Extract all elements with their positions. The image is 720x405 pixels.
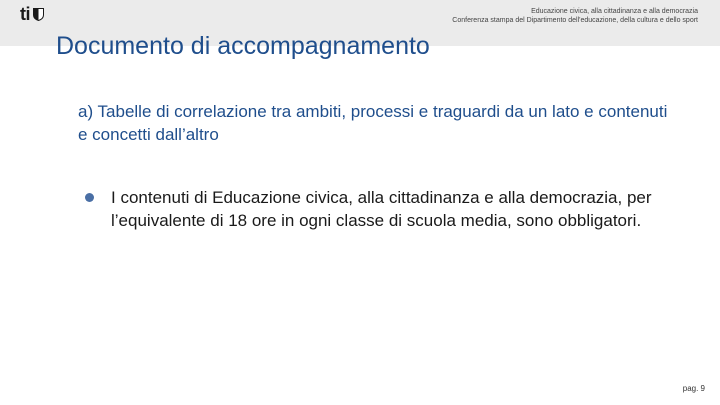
list-item xyxy=(78,186,678,232)
section-heading: a) Tabelle di correlazione tra ambiti, processi e traguardi da un lato e contenuti e concetti dall’altro xyxy=(78,102,668,144)
header-subtitle-line2: Conferenza stampa del Dipartimento dell'educazione, della cultura e dello sport xyxy=(452,17,698,24)
ticino-shield-icon xyxy=(33,8,44,21)
bullet-list xyxy=(78,186,678,232)
logo-text: ti xyxy=(20,4,30,24)
page-number: pag. 9 xyxy=(682,384,705,393)
page-title: Documento di accompagnamento xyxy=(56,32,430,60)
ticino-logo xyxy=(20,4,44,24)
header-subtitle-line1: Educazione civica, alla cittadinanza e alla democrazia xyxy=(531,8,698,15)
bullet-text: I contenuti di Educazione civica, alla cittadinanza e alla democrazia, per l’equivalente di 18 ore in ogni classe di scuola media, sono obbligatori. xyxy=(111,188,652,230)
bullet-dot-icon xyxy=(85,193,94,202)
header-subtitle xyxy=(452,7,698,25)
